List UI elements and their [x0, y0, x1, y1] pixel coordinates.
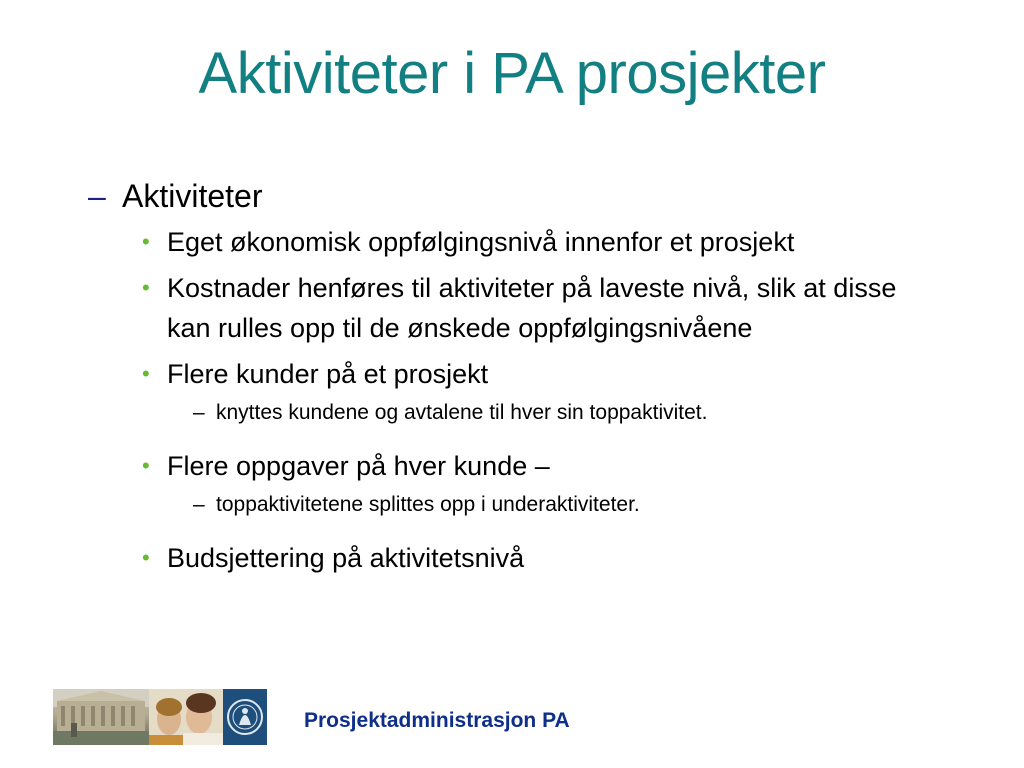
footer-label: Prosjektadministrasjon PA	[304, 709, 570, 732]
bullet-level2-flere-oppgaver	[88, 446, 987, 486]
bullet-level2-okonomisk	[88, 222, 987, 262]
bullet-level2-kostnader	[88, 268, 947, 348]
bullet-text: Kostnader henføres til aktiviteter på laveste nivå, slik at disse kan rulles opp til de ønskede oppfølgingsnivåene	[167, 273, 897, 343]
people-photo	[149, 689, 223, 745]
bullet-text: knyttes kundene og avtalene til hver sin toppaktivitet.	[216, 401, 708, 424]
bullet-text: Flere oppgaver på hver kunde –	[167, 451, 550, 481]
bullet-text: Aktiviteter	[122, 178, 263, 214]
bullet-text: Budsjettering på aktivitetsnivå	[167, 543, 525, 573]
bullet-text: Flere kunder på et prosjekt	[167, 359, 489, 389]
slide-title: Aktiviteter i PA prosjekter	[198, 41, 826, 106]
dash-marker: –	[88, 178, 106, 214]
slide-content	[88, 176, 988, 584]
university-building-photo	[53, 689, 149, 745]
bullet-level2-budsjettering	[88, 538, 987, 578]
bullet-dot-marker: •	[142, 453, 150, 478]
bullet-level2-flere-kunder	[88, 354, 987, 394]
bullet-text: toppaktivitetene splittes opp i underaktiviteter.	[216, 493, 640, 516]
footer-photo-strip	[53, 689, 267, 745]
bullet-dot-marker: •	[142, 275, 150, 300]
bullet-dot-marker: •	[142, 229, 150, 254]
bullet-dot-marker: •	[142, 361, 150, 386]
bullet-text: Eget økonomisk oppfølgingsnivå innenfor et prosjekt	[167, 227, 795, 257]
bullet-dot-marker: •	[142, 545, 150, 570]
university-seal-logo	[223, 689, 267, 745]
dash-marker: –	[193, 401, 205, 424]
bullet-level3-toppaktivitetene	[88, 492, 988, 518]
bullet-level1-aktiviteter	[88, 176, 988, 216]
bullet-level3-knyttes	[88, 400, 988, 426]
dash-marker: –	[193, 493, 205, 516]
